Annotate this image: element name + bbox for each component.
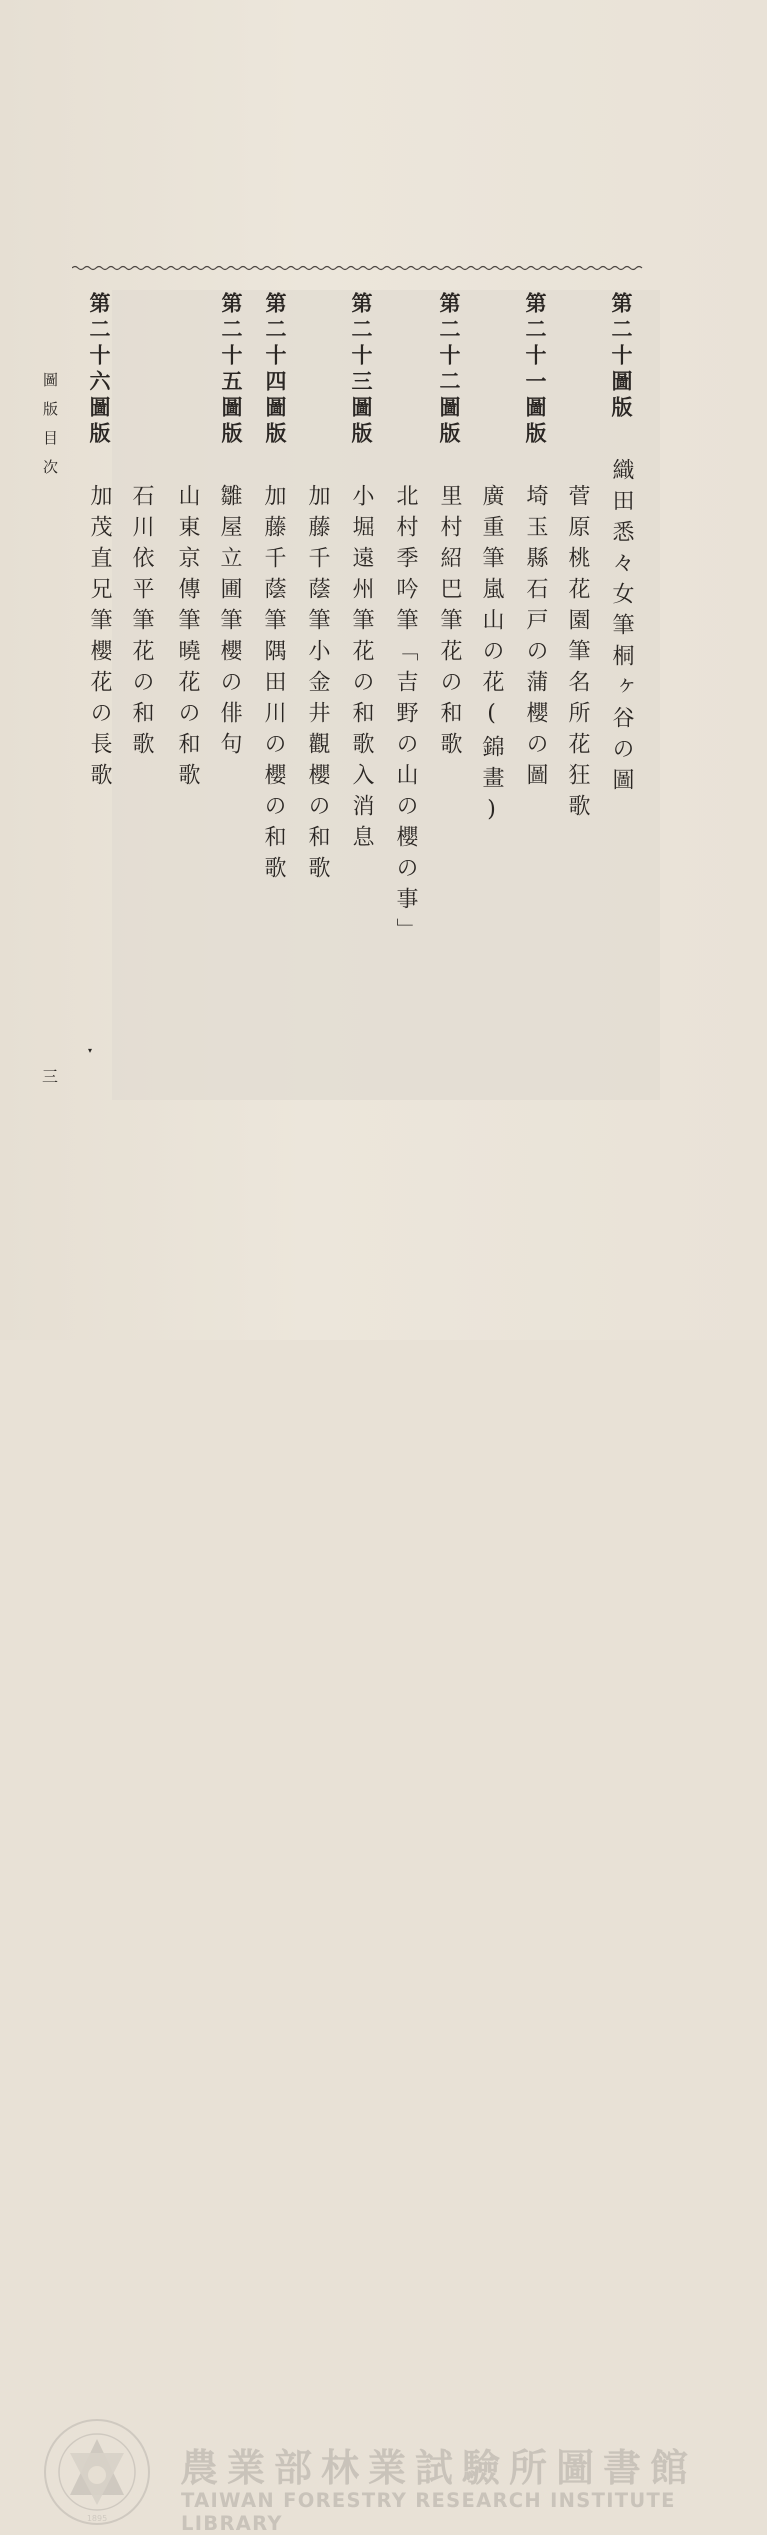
plate-title: 加藤千蔭筆隅田川の櫻の和歌 [261, 484, 286, 887]
library-seal-logo [42, 2417, 152, 2527]
plate-title: 小堀遠州筆花の和歌入消息 [349, 484, 374, 856]
plate-label: 第二十二圖版 [437, 292, 461, 448]
plate-label: 第二十圖版 [609, 292, 633, 422]
plate-title: 織田悉々女筆桐ヶ谷の圖 [609, 458, 634, 799]
plate-title: 雛屋立圃筆櫻の俳句 [217, 484, 242, 763]
plate-title: 里村紹巴筆花の和歌 [437, 484, 462, 763]
plate-title: 加藤千蔭筆小金井觀櫻の和歌 [305, 484, 330, 887]
watermark-chinese: 農業部林業試驗所圖書館 [180, 2446, 698, 2490]
plate-label: 第二十五圖版 [219, 292, 243, 448]
plate-title: 埼玉縣石戸の蒲櫻の圖 [523, 484, 548, 794]
watermark-english: TAIWAN FORESTRY RESEARCH INSTITUTE LIBRARY [181, 2489, 676, 2535]
plate-title: 菅原桃花園筆名所花狂歌 [565, 484, 590, 825]
plate-label: 第二十六圖版 [87, 292, 111, 448]
plate-title: 山東京傳筆曉花の和歌 [175, 484, 200, 794]
ink-mark: ▾ [88, 1046, 93, 1055]
plate-label: 第二十四圖版 [263, 292, 287, 448]
seal-year: 1895 [86, 2514, 108, 2523]
running-title: 圖版目次 [41, 372, 59, 488]
plate-label: 第二十三圖版 [349, 292, 373, 448]
plate-title: 加茂直兄筆櫻花の長歌 [87, 484, 112, 794]
page-number: 三 [42, 1067, 59, 1086]
plate-title: 北村季吟筆「吉野の山の櫻の事」 [393, 484, 418, 949]
plate-title: 石川依平筆花の和歌 [129, 484, 154, 763]
wavy-rule [72, 264, 644, 272]
plate-title: 廣重筆嵐山の花(錦畫) [479, 484, 504, 831]
library-watermark [0, 1205, 767, 2535]
plate-label: 第二十一圖版 [523, 292, 547, 448]
